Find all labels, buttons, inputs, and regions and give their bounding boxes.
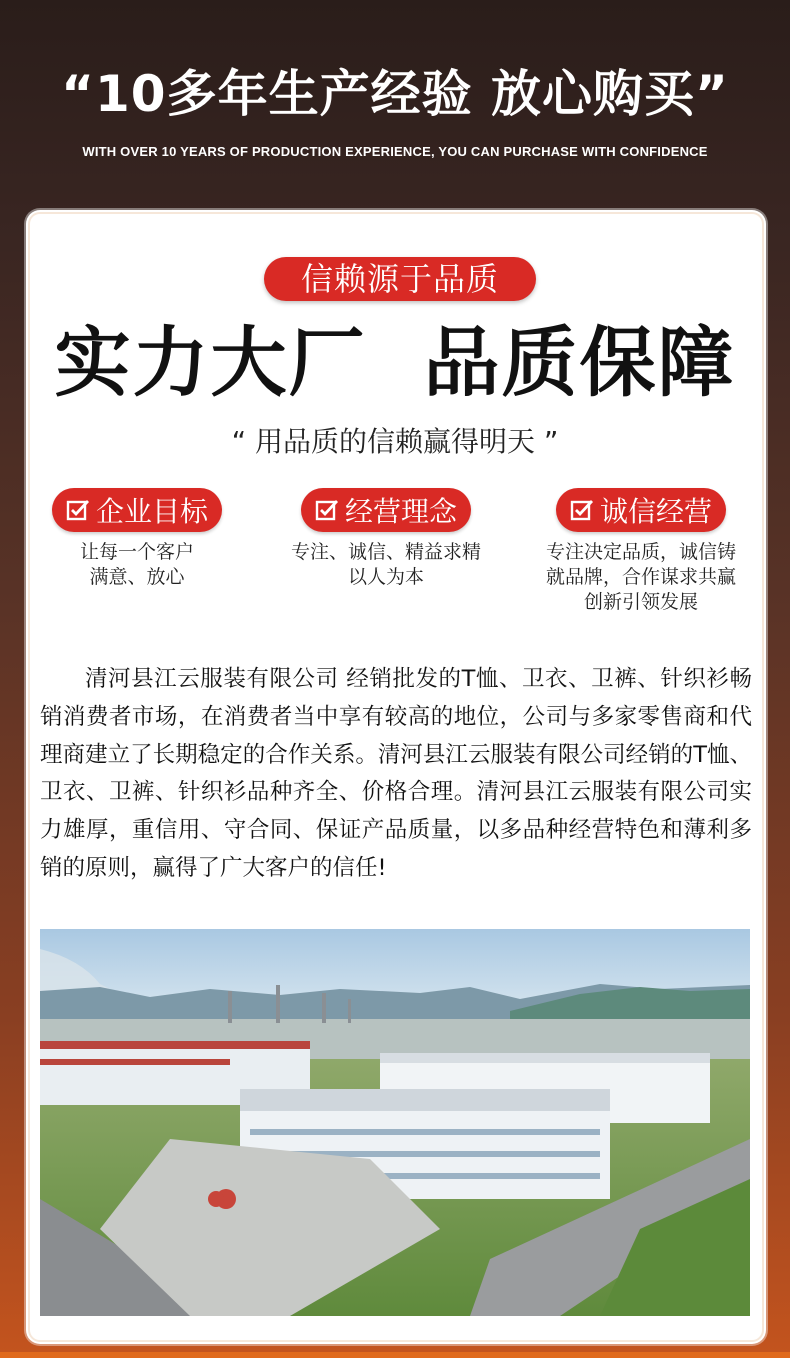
feature-text <box>52 540 222 590</box>
feature-line: 让每一个客户 <box>79 541 194 563</box>
section-title: 实力大厂 品质保障 <box>54 318 736 407</box>
feature-pill <box>52 488 222 532</box>
factory-illustration <box>40 929 750 1316</box>
feature-line: 满意、放心 <box>89 566 185 588</box>
feature-line: 以人为本 <box>347 566 424 588</box>
trust-tag: 信赖源于品质 <box>264 257 536 301</box>
feature-philosophy <box>276 488 496 590</box>
feature-pill <box>556 488 726 532</box>
feature-pill <box>301 488 471 532</box>
feature-label: 经营理念 <box>344 495 457 528</box>
checkbox-icon <box>66 498 90 522</box>
feature-line: 专注、诚信、精益求精 <box>290 541 481 563</box>
feature-text <box>530 540 752 615</box>
company-description: 清河县江云服装有限公司 经销批发的T恤、卫衣、卫裤、针织衫畅销消费者市场，在消费者当中享有较高的地位，公司与多家零售商和代理商建立了长期稳定的合作关系。清河县江云服装有限公司经销的T恤、卫衣、卫裤、针织衫品种齐全、价格合理。清河县江云服装有限公司实力雄厚，重信用、守合同、保证产品质量，以多品种经营特色和薄利多销的原则，赢得了广大客户的信任! <box>40 666 752 881</box>
hero-subtitle: WITH OVER 10 YEARS OF PRODUCTION EXPERIENCE, YOU CAN PURCHASE WITH CONFIDENCE <box>82 144 708 159</box>
feature-integrity <box>530 488 752 615</box>
feature-text <box>276 540 496 590</box>
bottom-strip <box>0 1352 790 1358</box>
feature-label: 企业目标 <box>96 495 209 528</box>
feature-goal <box>52 488 222 590</box>
feature-line: 专注决定品质，诚信铸 <box>545 541 736 563</box>
slogan: “ 用品质的信赖赢得明天 ” <box>231 425 559 458</box>
feature-line: 就品牌，合作谋求共赢 <box>545 566 736 588</box>
checkbox-icon <box>570 498 594 522</box>
feature-label: 诚信经营 <box>599 495 712 528</box>
feature-line: 创新引领发展 <box>583 591 698 613</box>
factory-aerial-photo <box>40 929 750 1316</box>
checkbox-icon <box>315 498 339 522</box>
hero-title: “10多年生产经验 放心购买” <box>61 65 729 123</box>
